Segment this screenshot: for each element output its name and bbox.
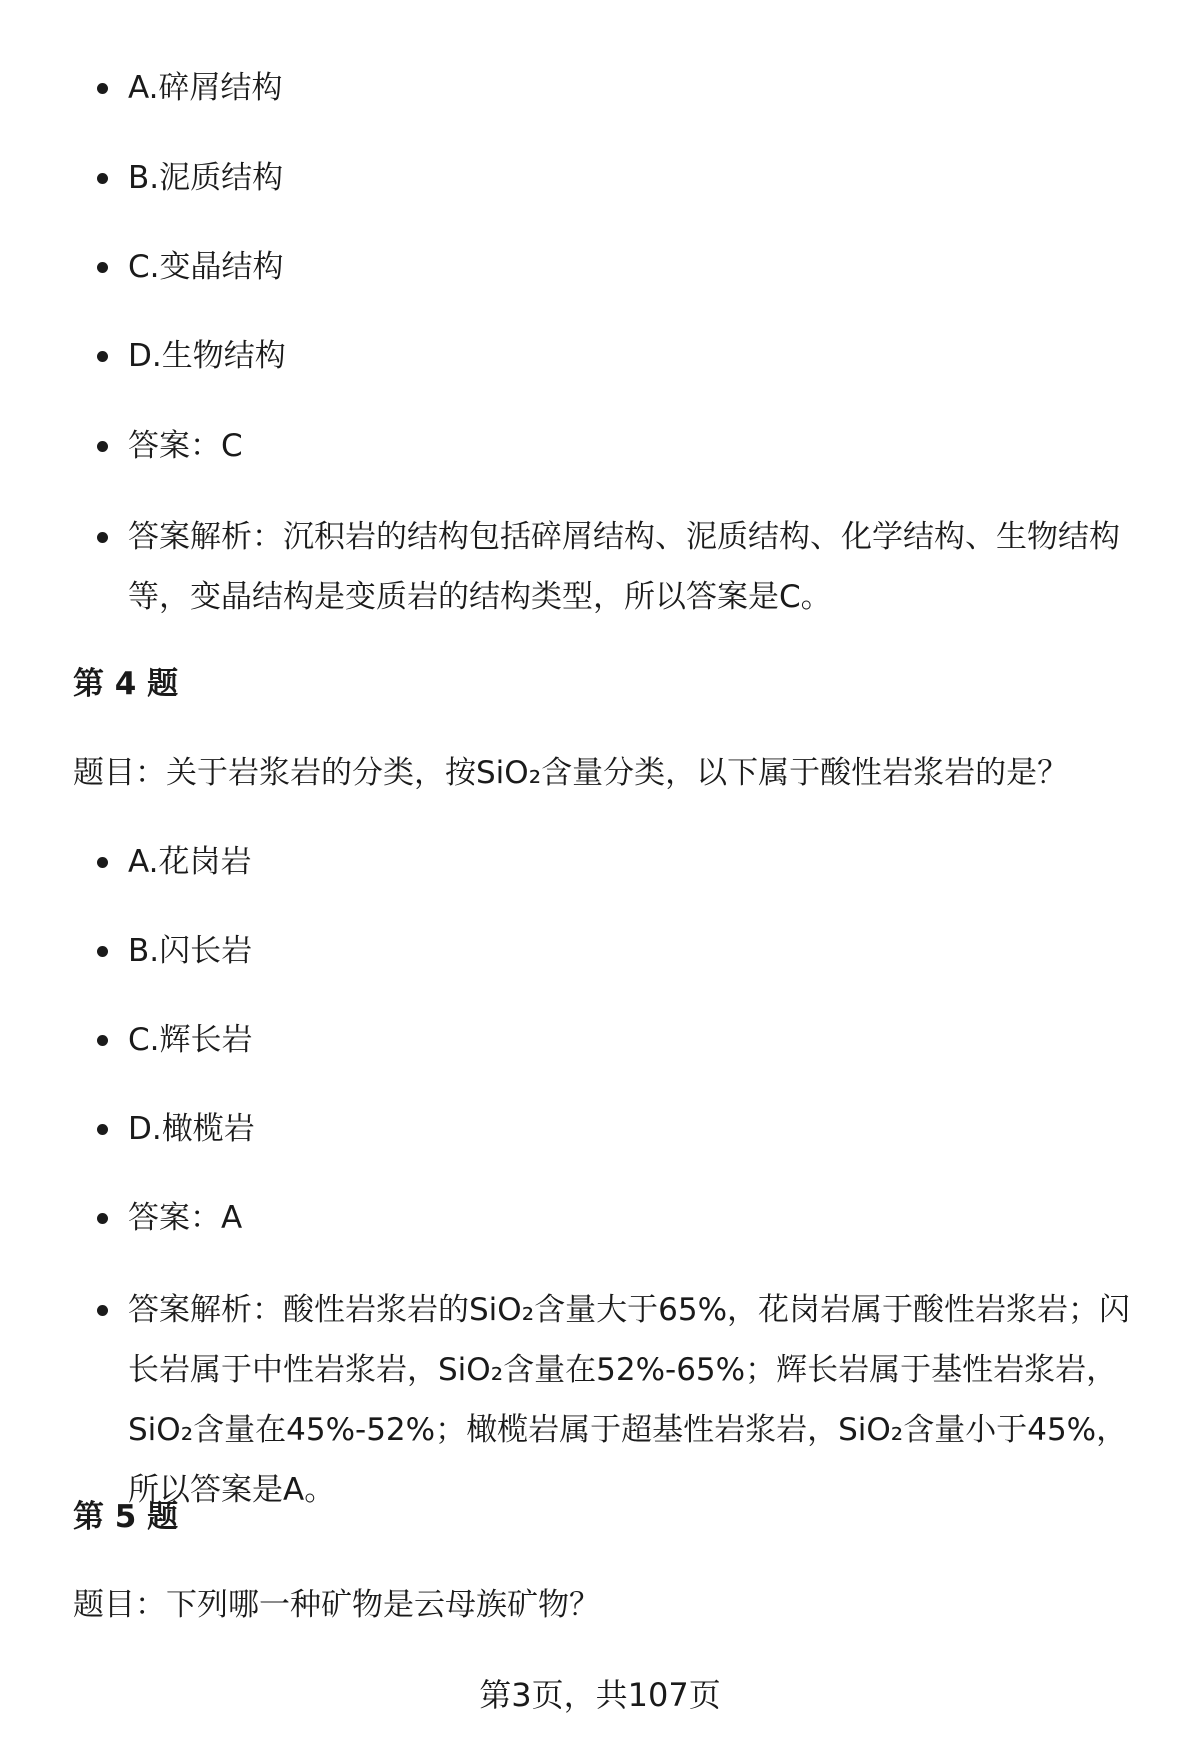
q3-answer: 答案：C (128, 416, 1148, 476)
q4-option-c: C.辉长岩 (128, 1010, 1148, 1070)
q3-option-b: B.泥质结构 (128, 148, 1148, 208)
q4-option-a: A.花岗岩 (128, 832, 1148, 892)
page-footer: 第3页，共107页 (479, 1676, 721, 1714)
q4-option-b: B.闪长岩 (128, 921, 1148, 981)
q4-question: 题目：关于岩浆岩的分类，按SiO₂含量分类，以下属于酸性岩浆岩的是？ (73, 755, 1069, 791)
q4-explanation: 答案解析：酸性岩浆岩的SiO₂含量大于65%，花岗岩属于酸性岩浆岩；闪长岩属于中性岩浆岩，SiO₂含量在52%-65%；辉长岩属于基性岩浆岩，SiO₂含量在45%-52%；橄榄岩属于超基性岩浆岩，SiO₂含量小于45%，所以答案是A。 (128, 1280, 1148, 1520)
q5-heading: 第 5 题 (73, 1499, 179, 1535)
q4-answer: 答案：A (128, 1188, 1148, 1248)
q5-question: 题目：下列哪一种矿物是云母族矿物？ (73, 1587, 600, 1623)
q3-explanation: 答案解析：沉积岩的结构包括碎屑结构、泥质结构、化学结构、生物结构等，变晶结构是变质岩的结构类型，所以答案是C。 (128, 507, 1148, 627)
q3-option-c: C.变晶结构 (128, 237, 1148, 297)
q3-option-a: A.碎屑结构 (128, 58, 1148, 118)
q3-option-d: D.生物结构 (128, 326, 1148, 386)
q4-option-d: D.橄榄岩 (128, 1099, 1148, 1159)
q4-heading: 第 4 题 (73, 666, 179, 702)
